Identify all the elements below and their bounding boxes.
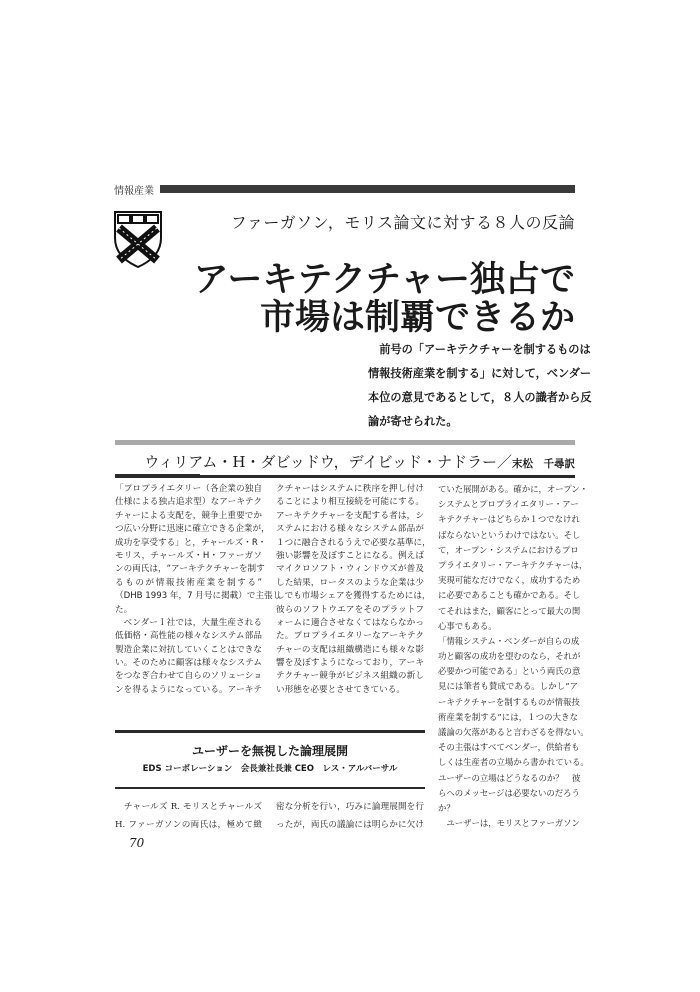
text-line: い形態を必要とさせてきている。 <box>276 684 405 695</box>
text-line: い。そのために顧客は様々なシステム <box>115 658 262 669</box>
text-line: ユーザーは，モリスとファーガソン <box>438 818 580 829</box>
text-line: ったが，両氏の議論には明らかに欠け <box>276 820 424 830</box>
lead-line: 前号の「アーキテクチャーを制するものは <box>379 343 591 356</box>
text-line: ステムにおける様々なシステム部品が <box>276 524 424 535</box>
text-line: アーキテクチャーを支配する者は，シ <box>276 510 424 521</box>
text-line: て，オープン・システムにおけるプロ <box>438 544 579 555</box>
text-line: 低価格・高性能の様々なシステム部品 <box>115 631 262 642</box>
text-line: た。プロプライエタリーなアーキテク <box>276 631 424 642</box>
text-line: 議論の欠落があると言わざるを得ない。 <box>438 727 589 737</box>
text-line: に必要であることも確かである。そし <box>438 590 581 601</box>
divider <box>115 474 200 478</box>
text-line: か？ <box>438 802 455 813</box>
text-line: １つに融合されるうえで必要な基準に， <box>276 537 431 548</box>
text-line: をつなぎ合わせて自らのソリューショ <box>115 671 262 682</box>
text-line: ユーザーの立場はどうなるのか？ 彼 <box>438 772 581 783</box>
translator: 末松 千尋訳 <box>512 458 575 470</box>
text-line: 「プロプライエタリー（各企業の独自 <box>115 484 262 494</box>
divider <box>115 787 425 789</box>
text-line: 密な分析を行い，巧みに論理展開を行 <box>276 802 424 812</box>
text-line: てそれはまた，顧客にとって最大の関 <box>438 605 581 616</box>
section-column-1 <box>115 798 262 834</box>
text-line: 成功を享受する」と，チャールズ・R・ <box>115 537 267 548</box>
text-line: 必要かつ可能である」という両氏の意 <box>438 666 581 677</box>
text-line: した結果，ロータスのような企業は少 <box>276 577 424 588</box>
article-title-line-2: 市場は制覇できるか <box>259 297 575 338</box>
text-line: ーキテクチャーを制するものが情報技 <box>438 696 580 707</box>
article-subtitle: ファーガソン，モリス論文に対する８人の反論 <box>230 213 575 232</box>
lead-line: 情報技術産業を制する」に対して，ベンダー <box>368 367 592 380</box>
text-line: つ広い分野に迅速に確立できる企業が， <box>115 524 270 535</box>
shield-logo-icon <box>113 210 163 268</box>
text-line: （DHB 1993 年，7 月号に掲載）で主張し <box>115 591 282 602</box>
text-line: 術産業を制する”には，１つの大きな <box>438 711 578 722</box>
text-line: 功と顧客の成功を望むのなら，それが <box>438 651 581 662</box>
text-line: ンの両氏は，“アーキテクチャーを制す <box>115 564 265 575</box>
author-line <box>144 451 575 472</box>
section-label: 情報産業 <box>114 186 154 197</box>
text-line: システムとプロプライエタリー・アー <box>438 499 579 510</box>
text-line: 「情報システム・ベンダーが自らの成 <box>438 635 580 646</box>
page-number: 70 <box>129 836 145 850</box>
text-line: しでも市場シェアを獲得するためには， <box>276 591 431 602</box>
lead-paragraph <box>368 338 592 434</box>
text-line: 製造企業に対抗していくことはできな <box>115 644 262 655</box>
text-line: 彼らのソフトウエアをそのプラットフ <box>276 604 424 615</box>
divider <box>115 440 575 445</box>
text-line: マイクロソフト・ウィンドウズが普及 <box>276 564 424 575</box>
body-column-3 <box>438 482 589 831</box>
section-bar <box>160 185 575 193</box>
text-line: キテクチャーはどちらか１つでなけれ <box>438 514 580 525</box>
divider <box>200 475 575 478</box>
body-column-1 <box>115 483 282 697</box>
section-byline: EDS コーポレーション 会長兼社長兼 CEO レス・アルバーサル <box>142 764 398 774</box>
text-line: ォームに適合させなくてはならなかっ <box>276 617 424 628</box>
text-line: 響を及ぼすようになっており，アーキ <box>276 658 424 669</box>
text-line: テクチャー競争がビジネス組織の新し <box>276 671 424 682</box>
text-line: ていた展開がある。確かに，オープン・ <box>438 484 588 494</box>
divider <box>115 730 425 733</box>
text-line: 強い影響を及ぼすことになる。例えば <box>276 550 424 561</box>
text-line: その主張はすべてベンダー，供給者も <box>438 742 580 753</box>
lead-line: 論が寄せられた。 <box>368 415 458 428</box>
section-column-2 <box>276 798 424 834</box>
text-line: モリス，チャールズ・H・ファーガソ <box>115 550 262 561</box>
text-line: プライエタリー・アーキテクチャーは， <box>438 559 588 570</box>
text-line: 仕様による独占追求型）なアーキテク <box>115 497 262 508</box>
text-line: H. ファーガソンの両氏は，極めて緻 <box>115 820 262 830</box>
text-line: チャールズ R. モリスとチャールズ <box>115 802 262 812</box>
article-title-line-1: アーキテクチャー独占で <box>193 259 575 300</box>
text-line: 実現可能なだけでなく，成功するため <box>438 575 581 586</box>
text-line: るものが情報技術産業を制する” <box>115 577 262 588</box>
text-line: ばならないというわけではない。そし <box>438 529 581 540</box>
section-heading: ユーザーを無視した論理展開 <box>191 744 348 758</box>
text-line: た。 <box>115 604 133 615</box>
text-line: 見には筆者も賛成である。しかし“ア <box>438 681 578 692</box>
author-names: ウィリアム・H・ダビッドウ，デイビッド・ナドラー／ <box>144 453 512 471</box>
text-line: らへのメッセージは必要ないのだろう <box>438 787 580 798</box>
text-line: ベンダーＩ社では，大量生産される <box>115 617 262 628</box>
text-line: しくは生産者の立場から書かれている。 <box>438 757 589 768</box>
text-line: ンを得るようになっている。アーキテ <box>115 684 262 695</box>
text-line: チャーの支配は組織構造にも様々な影 <box>276 644 424 655</box>
text-line: ることにより相互接続を可能にする。 <box>276 497 424 508</box>
text-line: クチャーはシステムに秩序を押し付け <box>276 484 424 494</box>
lead-line: 本位の意見であるとして，８人の識者から反 <box>368 391 592 404</box>
text-line: 心事でもある。 <box>438 620 497 631</box>
text-line: チャーによる支配を，競争上重要でか <box>115 510 262 521</box>
body-column-2 <box>276 483 431 697</box>
